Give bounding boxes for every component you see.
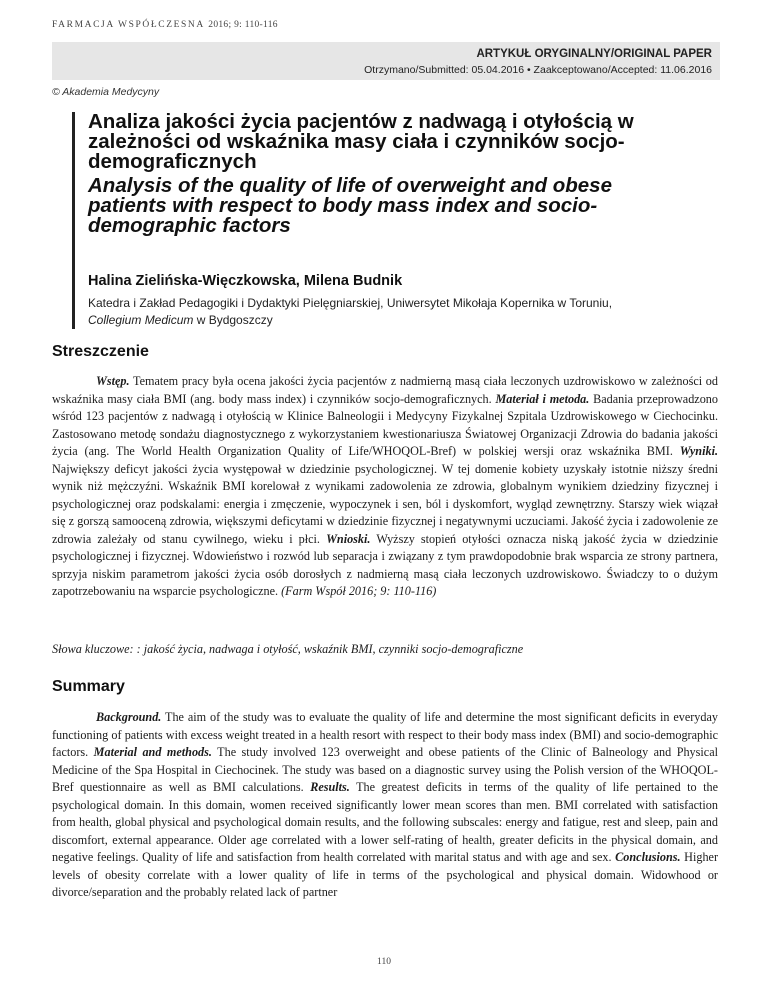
results-label: Results. (310, 780, 350, 794)
background-label: Background. (96, 710, 162, 724)
material-methods-text: The study involved 123 overweight and obese patients of the Clinic of Balneology and Physical Medicine of the Spa Hospital in Ciechocinek. The study was based on a diagnostic survey using the Polish version of the WHOQOL-Bref questionnaire as well as BMI calculations. (52, 745, 718, 794)
wyniki-text: Największy deficyt jakości życia występował w dziedzinie psychologicznej. W tej domenie kobiety uzyskały istotnie niższy średni wynik niż mężczyźni. Wskaźnik BMI korelował z wynikami zadowolenia ze zdrowia, globalnym wynikiem dziedziny fizycznej i psychologicznej oraz podskalami: energia i zmęczenie, wypoczynek i sen, ból i dyskomfort, wygląd zewnętrzny. Starszy wiek wiązał się z gorszą samooceną zdrowia, większymi deficytami w dziedzinie fizycznej i negatywnymi uczuciami. Jakość życia i zadowolenie ze zdrowia zależały od stanu cywilnego, wieku i płci. (52, 461, 718, 546)
streszczenie-heading: Streszczenie (52, 343, 149, 360)
results-text: The greatest deficits in terms of the quality of life pertained to the psychological domain. In this domain, women received significantly lower mean scores than men. BMI correlated with satisfaction from health, global physical and psychological domain results, and the following subscales: energy and fatigue, rest and sleep, pain and discomfort, external appearance. Older age correlated with a lower self-rating of health, greater deficits in the physical domain, and negative feelings. Quality of life and satisfaction from health correlated with marital status and with age and sex. (52, 780, 718, 864)
journal-header (52, 20, 278, 30)
keywords: Słowa kluczowe: : jakość życia, nadwaga i otyłość, wskaźnik BMI, czynniki socjo-demograficzne (52, 642, 524, 656)
wyniki-label: Wyniki. (679, 444, 718, 458)
article-type: ARTYKUŁ ORYGINALNY/ORIGINAL PAPER (476, 48, 712, 60)
authors: Halina Zielińska-Więczkowska, Milena Budnik (88, 273, 403, 289)
wstep-label: Wstęp. (96, 374, 130, 388)
material-text: Badania przeprowadzono wśród 123 pacjentów z nadwagą i otyłością w Klinice Balneologii i Medycyny Fizykalnej Szpitala Uzdrowiskowego w Ciechocinku. Zastosowano metodę sondażu diagnostycznego z wykorzystaniem kwestionariusza Światowej Organizacji Zdrowia do badania jakości życia (ang. The World Health Organization Quality of Life/WHOQOL-Bref) w polskiej wersji oraz wskaźnika BMI. (52, 391, 718, 458)
wnioski-label: Wnioski. (326, 531, 371, 546)
affiliation-collegium: Collegium Medicum (88, 313, 194, 327)
background-text: The aim of the study was to evaluate the quality of life and determine the most significant deficits in everyday functioning of patients with excess weight treated in a health resort with respect to their body mass index (BMI) and socio-demographic factors. (52, 710, 718, 759)
wstep-text: Tematem pracy była ocena jakości życia pacjentów z nadmierną masą ciała leczonych uzdrowiskowo w zależności od wskaźnika masy ciała BMI (ang. body mass index) i czynników socjo-demograficznych. (52, 374, 718, 406)
affiliation-line: Katedra i Zakład Pedagogiki i Dydaktyki Pielęgniarskiej, Uniwersytet Mikołaja Kopernika w Toruniu, (88, 296, 613, 310)
page-number: 110 (377, 957, 391, 967)
summary-body (52, 709, 718, 902)
journal-issue: 2016; 9: 110-116 (208, 20, 278, 30)
conclusions-text: Higher levels of obesity correlate with a lower quality of life in terms of the psychological and physical domain. Widowhood or divorce/separation and the probably related lack of partner (52, 850, 719, 899)
citation: (Farm Współ 2016; 9: 110-116) (281, 584, 437, 598)
affiliation (88, 295, 738, 329)
copyright-notice: © Akademia Medycyny (52, 86, 160, 98)
title-polish: Analiza jakości życia pacjentów z nadwagą i otyłością w zależności od wskaźnika masy ciała i czynników socjo-demograficznych (88, 110, 634, 173)
submission-dates: Otrzymano/Submitted: 05.04.2016 • Zaakceptowano/Accepted: 11.06.2016 (364, 64, 712, 76)
material-methods-label: Material and methods. (93, 745, 212, 759)
title-block (72, 112, 738, 329)
streszczenie-body (52, 373, 718, 601)
summary-heading: Summary (52, 678, 125, 695)
material-label: Materiał i metoda. (495, 391, 590, 406)
wnioski-text: Wyższy stopień otyłości oznacza niską jakość życia w dziedzinie psychologicznej i fizycznej. Wdowieństwo i rozwód lub separacja i związany z tym prawdopodobnie brak wsparcia ze strony partnera, sprzyja niskim parametrom jakości życia osób dorosłych z nadmierną masą ciała leczonych uzdrowiskowo. Świadczy to o dużym zapotrzebowaniu na wsparcie psychologiczne. (52, 531, 719, 598)
conclusions-label: Conclusions. (615, 850, 681, 864)
affiliation-city: w Bydgoszczy (193, 313, 273, 327)
journal-name: FARMACJA WSPÓŁCZESNA (52, 20, 205, 30)
article-info-box (52, 42, 720, 80)
title-english: Analysis of the quality of life of overweight and obese patients with respect to body mass index and socio-demographic factors (88, 174, 612, 237)
